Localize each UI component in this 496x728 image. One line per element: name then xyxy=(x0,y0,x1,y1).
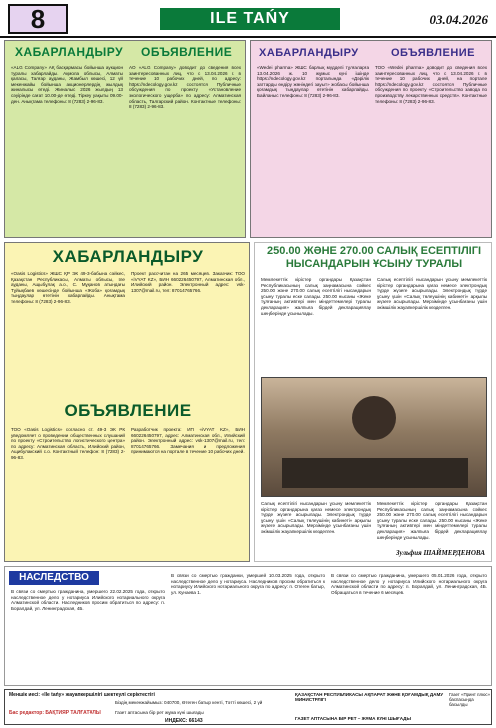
footer-weekly: ГАЗЕТ АПТАСЫНА БІР РЕТ – ЖҰМА КҮНІ ШЫҒАДЫ xyxy=(295,716,411,721)
footer-print: Газет «Принт плюс» баспасында басылды xyxy=(449,692,491,707)
ad-text-kz: «Wedei pharma» ЖШС барлық мүдделі тұлғаларға 13.04.2026 ж. 10 жұмыс күні ішінде https://ndecology.gov.kz порталында «Дәрілік заттарды өндіру жөніндегі зауыт» жобасы бойынша қоғамдық тыңдаулар өтетінін хабарлайды. Байланыс телефоны: 8 (7283) 2-96-83. xyxy=(257,65,369,98)
article-col-4: Мемлекеттік кірістер органдары Қазақстан Республикасының салық заңнамасына сәйкес 250.00 және 270.00 салық есептілігі нысандарын ұсыну туралы еске салады. 250.00 нысаны «Жеке тұлғаның активтері мен міндеттемелері туралы декларация» жалпыға бірдей декларациялау шеңберінде ұсынылады. xyxy=(377,501,487,540)
footer-editor: Бас редактор: БАҚТИЯР ТАЛҒАТҰЛЫ xyxy=(9,710,101,716)
ad-text-ru: ТОО «Wedei pharma» доводит до сведения всех заинтересованных лиц, что с 13.04.2026 г. в течение 10 рабочих дней, на портале https://ndecology.gov.kz состоятся Публичные обсуждения по проекту «Строительство завода по производству лекарственных средств». Контактные телефоны: 8 (7283) 2-96-83. xyxy=(375,65,487,104)
footer-ministry: ҚАЗАҚСТАН РЕСПУБЛИКАСЫ АҚПАРАТ ЖӘНЕ ҚОҒАМДЫҚ ДАМУ МИНИСТРЛІГІ xyxy=(295,692,444,702)
notice-col-3: В связи со смертью гражданина, умершего 05.01.2026 года, открыто наследственное дело у нотариуса Илийского нотариального округа Алматинской области по адресу: п. Боралдай, ул. Ленинградская, 4Б. Обращаться в течение 6 месяцев. xyxy=(331,573,487,595)
article-title: 250.00 ЖӘНЕ 270.00 САЛЫҚ ЕСЕПТІЛІГІ НЫСАНДАРЫН ҰСЫНУ ТУРАЛЫ xyxy=(266,245,482,270)
notice-col-2: В связи со смертью гражданки, умершей 10.03.2025 года, открыто наследственное дело у нотариуса. Наследников просим обратиться к нотариусу Илийского нотариального округа по адресу: п. Отеген батыр, ул. Кунаева 1. xyxy=(171,573,325,595)
ad-text-kz: «ALG Company» АҚ басқармасы бойынша аукцион туралы хабарлайды. Ақмола облысы, Алматы қаласы, Талғар ауданы, Жамбыл көшесі, 12 үй мекенжайы бойынша акционерлердің жылдық жиналысы өтеді. Жиналыс 2026 жылдың 13 сәуірінде сағат 10.00-де өтеді. Тіркеу уақыты 09.00-ден. Анықтама телефоны: 8 (7283) 2-96-83. xyxy=(11,65,123,104)
article-col-1: Мемлекеттік кірістер органдары Қазақстан Республикасының салық заңнамасына сәйкес 250.00 және 270.00 салық есептілігі нысандарын ұсыну туралы еске салады. 250.00 нысаны «Жеке тұлғаның активтері мен міндеттемелері туралы декларация» жалпыға бірдей декларациялау шеңберінде ұсынылады. xyxy=(261,277,371,316)
article-col-3: Салық есептілігі нысандарын ұсыну мемлекеттік кірістер органдарына қағаз немесе электрондық түрде жүзеге асырылады. Электрондық түрде ұсыну үшін «Салық төлеушінің кабинеті» арқылы жүзеге асырылады. Мерзімінде ұсынбағаны үшін әкімшілік жауапкершілік көзделген. xyxy=(261,501,371,534)
tax-article xyxy=(254,242,492,562)
photo-figure-icon xyxy=(352,396,396,440)
ad-text-3: ТОО «Oasis Logistics» согласно ст. 49-3 ЭК РК уведомляет о проведении общественных слушаний по проекту «Строительство логистического центра» по адресу: Алматинская область, Илийский район, Ащибулакский с.о. Контактный телефон: 8 (7283) 2-96-83. xyxy=(11,427,125,460)
photo-desk xyxy=(282,458,468,488)
article-photo xyxy=(261,377,487,497)
ad-top-right xyxy=(250,40,492,238)
notice-heading: НАСЛЕДСТВО xyxy=(9,571,99,585)
footer-address: Біздің мекенжайымыз: 040700, Өтеген батыр кенті, Тәтті көшесі, 2 үй xyxy=(115,700,263,705)
ad-heading-ru: ОБЪЯВЛЕНИЕ xyxy=(64,401,192,420)
ad-text-ru: АО «ALG Company» доводит до сведения всех заинтересованных лиц, что с 13.04.2026 г. в течение 10 рабочих дней, по адресу: https://ndecology.gov.kz состоятся Публичные обсуждения по проекту «Установление экологического ущерба» по адресу: Алматинская область, Талгарский район. Контактные телефоны: 8 (7283) 2-96-83. xyxy=(129,65,241,110)
ad-heading-kz: ХАБАРЛАНДЫРУ xyxy=(259,47,359,59)
footer-frequency: Газет аптасына бір рет жұма күні шығады xyxy=(115,710,204,715)
ad-mid-left xyxy=(4,242,250,562)
ad-header-row xyxy=(5,45,246,61)
ad-heading-ru: ОБЪЯВЛЕНИЕ xyxy=(391,47,476,59)
article-signature: Зульфия ШАЙМЕРДЕНОВА xyxy=(395,549,485,557)
notice-col-1: В связи со смертью гражданина, умершего 22.02.2025 года, открыто наследственное дело у нотариуса Илийского нотариального округа Алматинской области. Наследников просим обратиться по адресу: п. Боралдай, ул. Ленинградская, 4Б. xyxy=(11,589,165,611)
issue-date: 03.04.2026 xyxy=(429,12,488,27)
ad-text-1: «Oasis Logistics» ЖШС ҚР ЭК 49-3-бабына сәйкес, Қазақстан Республикасы, Алматы облысы, Іле ауданы, Ащыбұлақ а.о., С. Мұқанов атындағы Тұйықбаев көшесінде бойынша «Жоба» қоғамдық тыңдаулар өтетінін хабарлайды. Анықтама телефоны: 8 (7283) 2-96-83. xyxy=(11,271,125,304)
footer-index: ИНДЕКС: 66143 xyxy=(165,718,203,724)
ad-text-4: Разработчик проекта: ИП «iVYAT KZ», БИН 660226450797, адрес: Алматинская обл., Илийский район. Электронный адрес: vsk-1307@mail.ru, тел: 87014765766. Замечания и предложения принимаются на портале в течение 10 рабочих дней. xyxy=(131,427,245,455)
ad-heading-kz: ХАБАРЛАНДЫРУ xyxy=(15,45,124,59)
ad-text-2: Проект рассчитан на 265 месяцев. Заказчик: ТОО «iVYAT KZ», БИН 660226450797, Алматинская обл., Илийский район. Электронный адрес: vsk-1307@mail.ru, тел: 87014765766. xyxy=(131,271,245,293)
inheritance-notices xyxy=(4,566,492,686)
ad-heading-ru: ОБЪЯВЛЕНИЕ xyxy=(141,45,233,59)
newspaper-brand: ILE TAŃY xyxy=(160,8,340,30)
page-header xyxy=(0,0,496,38)
page-number: 8 xyxy=(8,4,68,34)
footer-owner: Меншік иесі: «Іle tańy» жауапкершілігі шектеулі серіктестігі xyxy=(9,692,155,698)
article-col-2: Салық есептілігі нысандарын ұсыну мемлекеттік кірістер органдарына қағаз немесе электрондық түрде жүзеге асырылады. Электрондық түрде ұсыну үшін «Салық төлеушінің кабинеті» арқылы жүзеге асырылады. Мерзімінде ұсынбағаны үшін әкімшілік жауапкершілік көзделген. xyxy=(377,277,487,310)
ad-heading-kz: ХАБАРЛАНДЫРУ xyxy=(52,247,204,266)
ad-top-left xyxy=(4,40,246,238)
footer xyxy=(4,689,492,725)
